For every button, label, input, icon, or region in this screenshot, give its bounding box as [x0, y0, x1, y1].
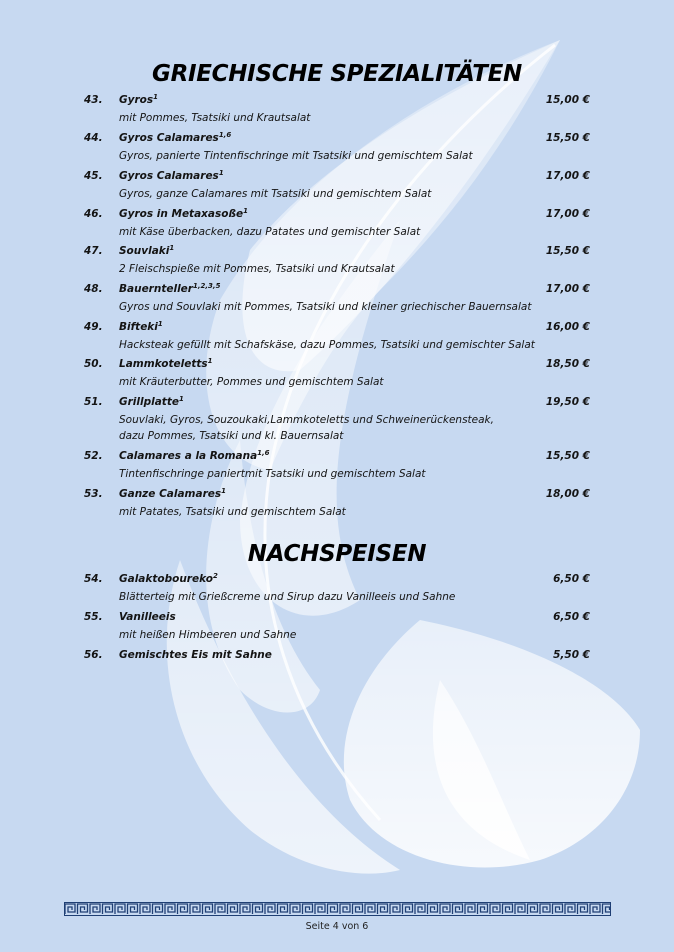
allergen-note: 1 [153, 93, 158, 101]
item-name: Souvlaki$^1$ [119, 244, 175, 257]
item-description: mit Käse überbacken, dazu Patates und gemischter Salat [119, 226, 421, 238]
greek-key-pattern [65, 904, 611, 914]
item-number: 46. [84, 208, 103, 220]
item-number: 49. [84, 321, 103, 333]
item-name: Gemischtes Eis mit Sahne [119, 649, 272, 661]
allergen-note: 1,2,3,5 [192, 282, 221, 290]
item-name: Lammkoteletts$^1$ [119, 357, 213, 370]
item-description: Gyros und Souvlaki mit Pommes, Tsatsiki und kleiner griechischer Bauernsalat [119, 301, 532, 313]
item-number: 50. [84, 358, 103, 370]
allergen-note: 1 [218, 169, 224, 177]
item-price: 18,00 € [545, 488, 590, 500]
item-price: 15,50 € [545, 132, 590, 144]
item-description: Blätterteig mit Grießcreme und Sirup dazu Vanilleeis und Sahne [119, 591, 456, 603]
item-description: Tintenfischringe paniertmit Tsatsiki und gemischtem Salat [119, 468, 426, 480]
item-price: 17,00 € [545, 208, 590, 220]
item-name: Calamares a la Romana$^{1,6}$ [119, 449, 270, 462]
item-description: Hacksteak gefüllt mit Schafskäse, dazu Pommes, Tsatsiki und gemischter Salat [119, 339, 535, 351]
item-number: 47. [84, 245, 103, 257]
item-price: 17,00 € [545, 170, 590, 182]
allergen-note: 1,6 [218, 131, 232, 139]
item-number: 56. [84, 649, 103, 661]
allergen-note: 1 [157, 320, 163, 328]
item-price: 19,50 € [545, 396, 590, 408]
allergen-note: 1 [178, 395, 184, 403]
item-name: Gyros$^1$ [119, 93, 158, 106]
allergen-note: 1 [207, 357, 213, 365]
item-price: 6,50 € [553, 611, 590, 623]
allergen-note: 1,6 [257, 449, 270, 457]
item-description: 2 Fleischspieße mit Pommes, Tsatsiki und Krautsalat [119, 263, 395, 275]
item-name: Ganze Calamares$^1$ [119, 487, 226, 500]
item-number: 45. [84, 170, 103, 182]
allergen-note: 1 [221, 487, 226, 495]
item-number: 43. [84, 94, 103, 106]
item-price: 15,50 € [545, 450, 590, 462]
item-price: 15,50 € [545, 245, 590, 257]
item-number: 54. [84, 573, 103, 585]
section-title-nachspeisen: NACHSPEISEN [247, 541, 427, 567]
item-description: mit Kräuterbutter, Pommes und gemischtem Salat [119, 376, 384, 388]
item-description: Gyros, panierte Tintenfischringe mit Tsatsiki und gemischtem Salat [119, 150, 473, 162]
item-number: 48. [84, 283, 103, 295]
item-price: 15,00 € [545, 94, 590, 106]
item-price: 5,50 € [553, 649, 590, 661]
item-name: Gyros Calamares$^1$ [119, 169, 224, 182]
item-price: 17,00 € [545, 283, 590, 295]
item-name: Grillplatte$^1$ [119, 395, 184, 408]
item-description: Gyros, ganze Calamares mit Tsatsiki und gemischtem Salat [119, 188, 432, 200]
item-number: 52. [84, 450, 103, 462]
item-name: Gyros in Metaxasoße$^1$ [119, 207, 249, 220]
item-description: mit heißen Himbeeren und Sahne [119, 629, 297, 641]
item-number: 53. [84, 488, 103, 500]
item-price: 16,00 € [545, 321, 590, 333]
page-number: Seite 4 von 6 [305, 921, 369, 932]
item-name: Vanilleeis [119, 611, 176, 623]
item-description: mit Patates, Tsatsiki und gemischtem Salat [119, 506, 346, 518]
allergen-note: 2 [212, 572, 218, 580]
item-price: 18,50 € [545, 358, 590, 370]
item-name: Galaktoboureko$^2$ [119, 572, 218, 585]
item-number: 44. [84, 132, 103, 144]
item-description: Souvlaki, Gyros, Souzoukaki,Lammkoteletts und Schweinerückensteak, dazu Pommes, Tsatsiki und kl. Bauernsalat [119, 414, 494, 442]
item-number: 55. [84, 611, 103, 623]
item-description: mit Pommes, Tsatsiki und Krautsalat [119, 112, 311, 124]
section-title-griechische-spezialitaeten: GRIECHISCHE SPEZIALITÄTEN [152, 61, 522, 87]
item-name: Gyros Calamares$^{1,6}$ [119, 131, 232, 144]
item-number: 51. [84, 396, 103, 408]
allergen-note: 1 [169, 244, 175, 252]
item-name: Bifteki$^1$ [119, 320, 163, 333]
greek-key-border [64, 902, 611, 916]
item-price: 6,50 € [553, 573, 590, 585]
allergen-note: 1 [243, 207, 249, 215]
item-name: Bauernteller$^{1,2,3,5}$ [119, 282, 221, 295]
